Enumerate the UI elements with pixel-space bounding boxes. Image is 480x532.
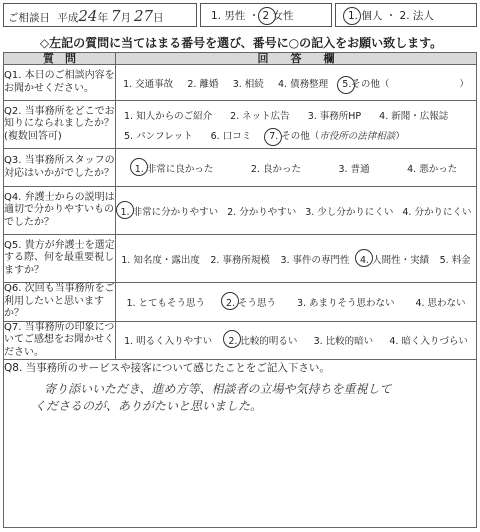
q3-option-1[interactable]: 1. 非常に良かった	[135, 161, 214, 175]
form-header	[0, 3, 480, 29]
q4-answers	[116, 187, 477, 235]
q4-option-1[interactable]: 1. 非常に分かりやすい	[121, 204, 219, 218]
q2-option-1[interactable]: 1. 知人からのご紹介	[124, 110, 213, 122]
q8-row	[4, 360, 477, 528]
q2-option-4[interactable]: 4. 新聞・広報誌	[379, 110, 449, 122]
personal-option: 個人	[361, 10, 383, 22]
month-unit: 月	[120, 12, 131, 24]
q7-question: Q7. 当事務所の印象についてご感想をお聞かせください。	[4, 321, 115, 358]
consultation-date	[3, 3, 197, 27]
q2-other-note: 市役所の法律相談	[319, 130, 396, 142]
year-value: 24	[78, 7, 98, 25]
q6-answers	[116, 283, 477, 322]
gender-female-option: 女性	[272, 10, 294, 22]
instructions: ◇左記の質問に当てはまる番号を選び、番号に○の記入をお願い致します。	[39, 36, 443, 50]
q5-option-2[interactable]: 2. 事務所規模	[210, 254, 270, 266]
q1-option-1[interactable]: 1. 交通事故	[123, 78, 174, 90]
q2-option-3[interactable]: 3. 事務所HP	[307, 110, 362, 122]
q6-option-3[interactable]: 3. あまりそう思わない	[296, 297, 395, 309]
q5-option-5[interactable]: 5. 料金	[439, 254, 471, 266]
q3-answers	[116, 149, 477, 187]
q1-close-paren: ）	[459, 78, 469, 90]
q7-option-1[interactable]: 1. 明るく入りやすい	[124, 336, 213, 348]
q3-option-3[interactable]: 3. 普通	[338, 163, 370, 175]
question-column-header: 質 問	[4, 53, 116, 65]
q2-row	[4, 101, 477, 149]
q3-option-2[interactable]: 2. 良かった	[250, 163, 301, 175]
q3-option-4[interactable]: 4. 悪かった	[407, 163, 458, 175]
q7-option-3[interactable]: 3. 比較的暗い	[313, 336, 374, 348]
q3-row	[4, 149, 477, 187]
gender-field	[200, 3, 332, 27]
gender-male-option: 1. 男性	[211, 10, 246, 22]
q5-option-3[interactable]: 3. 事件の専門性	[280, 254, 350, 266]
q1-answers	[116, 65, 477, 101]
q6-option-1[interactable]: 1. とてもそう思う	[126, 297, 206, 309]
q5-row	[4, 235, 477, 283]
q1-option-3[interactable]: 3. 相続	[232, 78, 264, 90]
q2-answers	[116, 101, 477, 149]
q1-option-5[interactable]: 5.その他（	[342, 78, 390, 90]
q4-row	[4, 187, 477, 235]
q8-question: Q8. 当事務所のサービスや接客について感じたことをご記入下さい。	[4, 362, 330, 374]
q2-option-5[interactable]: 5. パンフレット	[124, 130, 193, 142]
q7-option-2[interactable]: 2. 比較的明るい	[228, 333, 297, 347]
year-unit: 年	[97, 12, 108, 24]
client-type-field	[335, 3, 477, 27]
q3-question: Q3. 当事務所スタッフの対応はいかがでしたか？	[4, 149, 116, 187]
day-unit: 日	[153, 12, 164, 24]
q2-close-paren: ）	[395, 130, 405, 142]
q4-option-3[interactable]: 3. 少し分かりにくい	[305, 206, 394, 218]
q6-option-2[interactable]: 2. そう思う	[226, 295, 276, 309]
q4-question: Q4. 弁護士からの説明は適切で分かりやすいものでしたか？	[4, 187, 116, 235]
q5-option-4[interactable]: 4. 人間性・実績	[360, 252, 429, 266]
q8-response-line-2: くださるのが、ありがたいと思いました。	[34, 399, 263, 413]
q1-row	[4, 65, 477, 101]
q2-option-7[interactable]: 7. その他（	[269, 130, 320, 142]
gender-separator: ・	[248, 10, 260, 22]
corporate-option: ・ 2. 法人	[385, 10, 434, 22]
q1-option-4[interactable]: 4. 債務整理	[277, 78, 329, 90]
q6-option-4[interactable]: 4. 思わない	[415, 297, 466, 309]
era-label: 平成	[57, 12, 79, 24]
personal-number: 1.	[348, 10, 359, 22]
q4-option-4[interactable]: 4. 分かりにくい	[402, 206, 472, 218]
gender-female-number: 2	[262, 10, 270, 22]
q8-response[interactable]	[4, 381, 476, 415]
q2-question: Q2. 当事務所をどこでお知りになられましたか？(複数回答可)	[4, 101, 116, 149]
month-value: 7	[110, 7, 121, 25]
q8-cell	[4, 360, 477, 528]
date-label: ご相談日	[8, 12, 50, 24]
q8-response-line-1: 寄り添いいただき、進め方等、相談者の立場や気持ちを重視して	[44, 382, 392, 396]
survey-table	[3, 52, 477, 528]
q2-option-6[interactable]: 6. 口コミ	[210, 130, 252, 142]
q7-answers	[116, 321, 477, 360]
q5-question: Q5. 貴方が弁護士を選定する際、何を最重要視しますか？	[4, 235, 116, 283]
q7-row	[4, 321, 477, 360]
q5-answers	[116, 235, 477, 283]
q2-option-2[interactable]: 2. ネット広告	[230, 110, 290, 122]
q1-question: Q1. 本日のご相談内容をお聞かせください。	[4, 65, 116, 101]
day-value: 27	[133, 7, 154, 25]
q6-question: Q6. 次回も当事務所をご利用したいと思いますか？	[4, 283, 115, 319]
answer-column-header: 回 答 欄	[116, 53, 477, 65]
q6-row	[4, 283, 477, 322]
q1-option-2[interactable]: 2. 離婚	[187, 78, 219, 90]
q4-option-2[interactable]: 2. 分かりやすい	[227, 206, 297, 218]
q5-option-1[interactable]: 1. 知名度・露出度	[121, 254, 200, 266]
q7-option-4[interactable]: 4. 暗く入りづらい	[389, 336, 468, 348]
